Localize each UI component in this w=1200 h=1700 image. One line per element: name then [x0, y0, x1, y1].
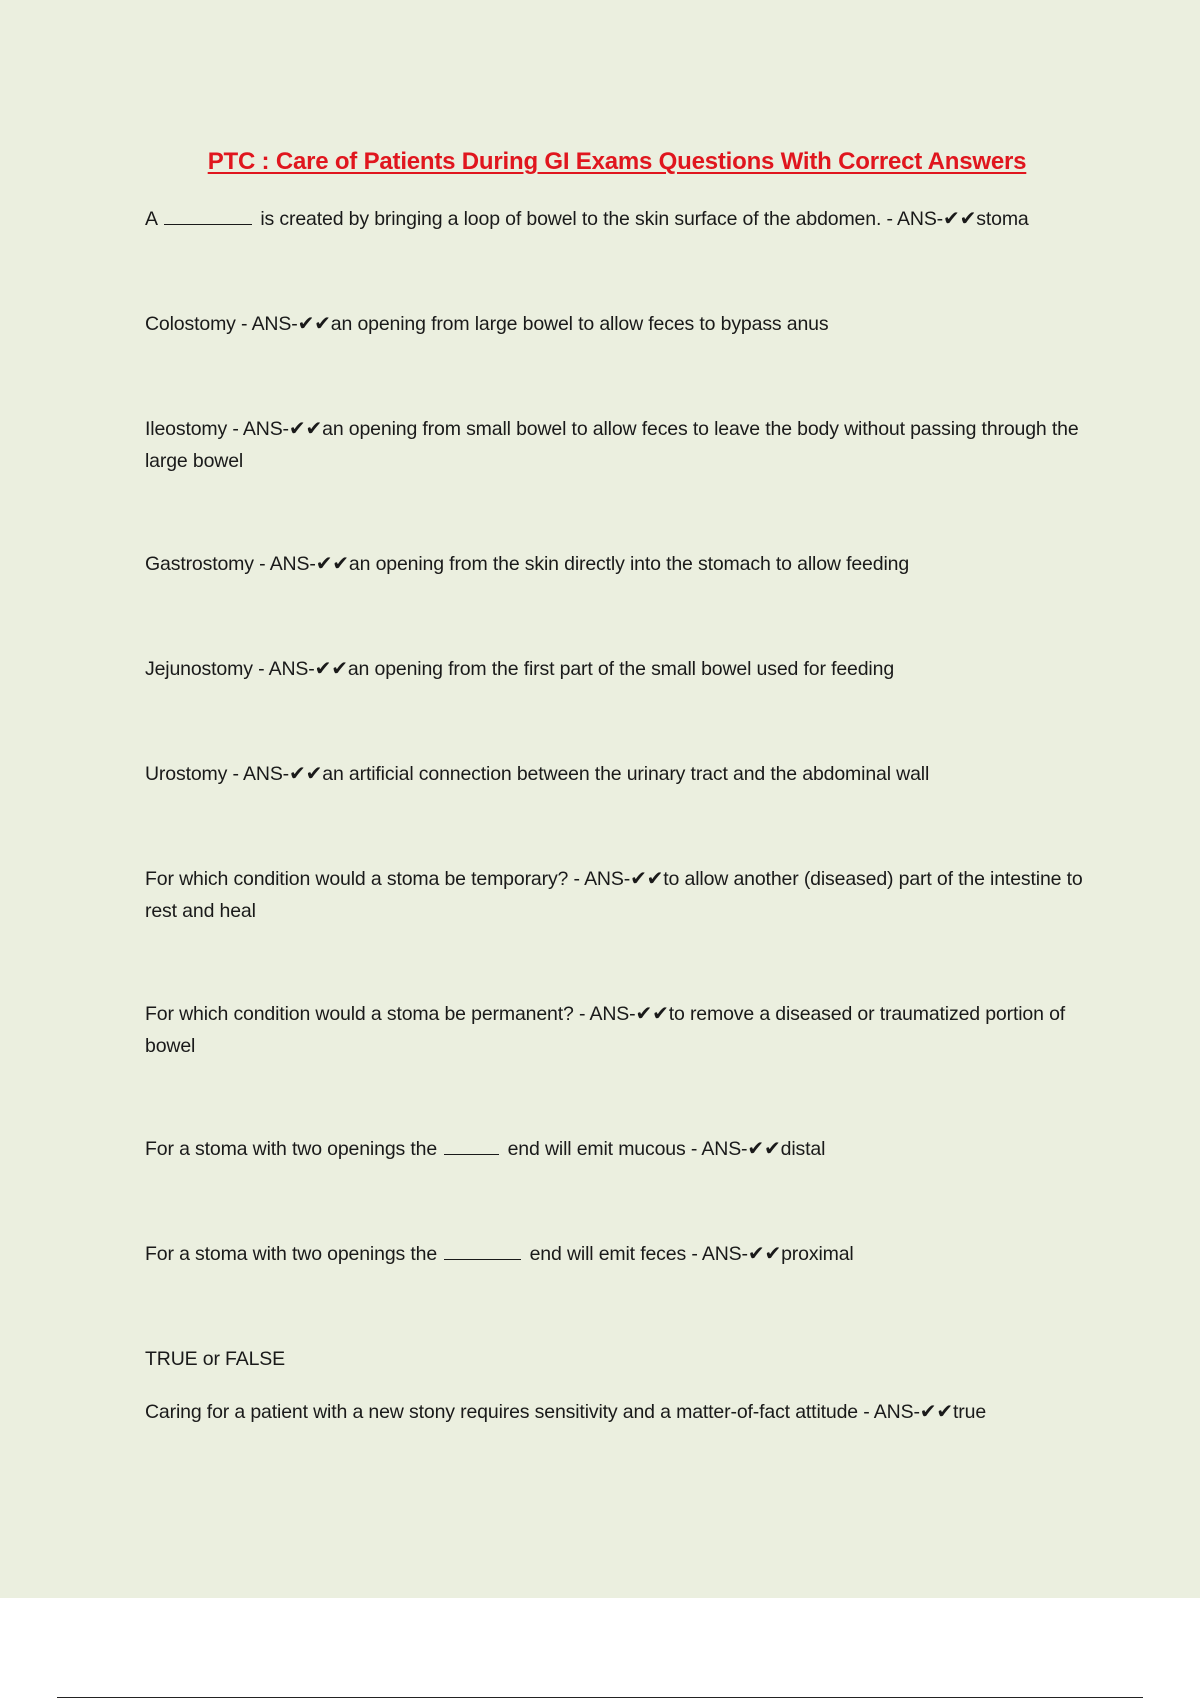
- double-check-icon: ✔✔: [635, 1003, 669, 1025]
- question-text: For a stoma with two openings the: [145, 1138, 438, 1160]
- section-heading: TRUE or FALSE: [145, 1348, 286, 1370]
- question-text: For which condition would a stoma be temporary? -: [145, 868, 585, 890]
- answer-text: an opening from the first part of the small bowel used for feeding: [347, 658, 895, 680]
- footer-divider: [57, 1697, 1143, 1698]
- fill-in-blank: [444, 1241, 521, 1260]
- answer-prefix: ANS-: [251, 313, 298, 335]
- answer-text: stoma: [976, 208, 1029, 230]
- qa-item: [145, 203, 1085, 235]
- answer-prefix: ANS-: [701, 1138, 748, 1160]
- fill-in-blank: [444, 1136, 499, 1155]
- qa-item: [145, 1396, 1085, 1428]
- double-check-icon: ✔✔: [919, 1401, 954, 1423]
- double-check-icon: ✔✔: [297, 313, 331, 335]
- qa-item: [145, 758, 1085, 790]
- answer-text: true: [953, 1401, 987, 1423]
- document-title: PTC : Care of Patients During GI Exams Questions With Correct Answers: [207, 148, 1027, 175]
- question-text: end will emit mucous -: [507, 1138, 702, 1160]
- question-text: Jejunostomy -: [145, 658, 269, 680]
- fill-in-blank: [164, 206, 252, 225]
- answer-prefix: ANS-: [269, 553, 316, 575]
- question-text: Ileostomy -: [145, 418, 243, 440]
- answer-text: to allow another (diseased) part of the intestine to rest and heal: [145, 868, 1083, 922]
- qa-item: [145, 1238, 1085, 1270]
- question-text: Urostomy -: [145, 763, 244, 785]
- question-text: is created by bringing a loop of bowel to the skin surface of the abdomen. -: [260, 208, 898, 230]
- question-text: For a stoma with two openings the: [145, 1243, 438, 1265]
- double-check-icon: ✔✔: [315, 553, 349, 575]
- question-text: Colostomy -: [145, 313, 252, 335]
- question-text: Caring for a patient with a new stony requires sensitivity and a matter-of-fact attitude -: [145, 1401, 874, 1423]
- qa-item: [145, 308, 1085, 340]
- answer-text: to remove a diseased or traumatized portion of bowel: [145, 1003, 1066, 1057]
- question-text: Gastrostomy -: [145, 553, 270, 575]
- double-check-icon: ✔✔: [289, 763, 323, 785]
- answer-text: proximal: [781, 1243, 854, 1265]
- qa-item: [145, 548, 1085, 580]
- question-text: For which condition would a stoma be permanent? -: [145, 1003, 590, 1025]
- question-text: A: [145, 208, 157, 230]
- double-check-icon: ✔✔: [288, 418, 323, 440]
- double-check-icon: ✔✔: [747, 1243, 782, 1265]
- double-check-icon: ✔✔: [943, 208, 977, 230]
- answer-text: an opening from large bowel to allow feces to bypass anus: [330, 313, 829, 335]
- answer-prefix: ANS-: [701, 1243, 748, 1265]
- double-check-icon: ✔✔: [630, 868, 664, 890]
- answer-prefix: ANS-: [243, 763, 290, 785]
- double-check-icon: ✔✔: [314, 658, 348, 680]
- answer-prefix: ANS-: [242, 418, 289, 440]
- answer-prefix: ANS-: [589, 1003, 636, 1025]
- qa-item: [145, 998, 1085, 1062]
- answer-prefix: ANS-: [268, 658, 315, 680]
- answer-text: an artificial connection between the urinary tract and the abdominal wall: [322, 763, 930, 785]
- answer-prefix: ANS-: [584, 868, 631, 890]
- answer-prefix: ANS-: [897, 208, 944, 230]
- qa-item: [145, 653, 1085, 685]
- qa-item: [145, 413, 1085, 477]
- qa-item: [145, 863, 1085, 927]
- qa-item: [145, 1133, 1085, 1165]
- answer-prefix: ANS-: [873, 1401, 920, 1423]
- answer-text: an opening from the skin directly into the stomach to allow feeding: [348, 553, 910, 575]
- answer-text: distal: [780, 1138, 826, 1160]
- double-check-icon: ✔✔: [747, 1138, 781, 1160]
- question-text: end will emit feces -: [529, 1243, 702, 1265]
- answer-text: an opening from small bowel to allow feces to leave the body without passing through the large bowel: [145, 418, 1079, 472]
